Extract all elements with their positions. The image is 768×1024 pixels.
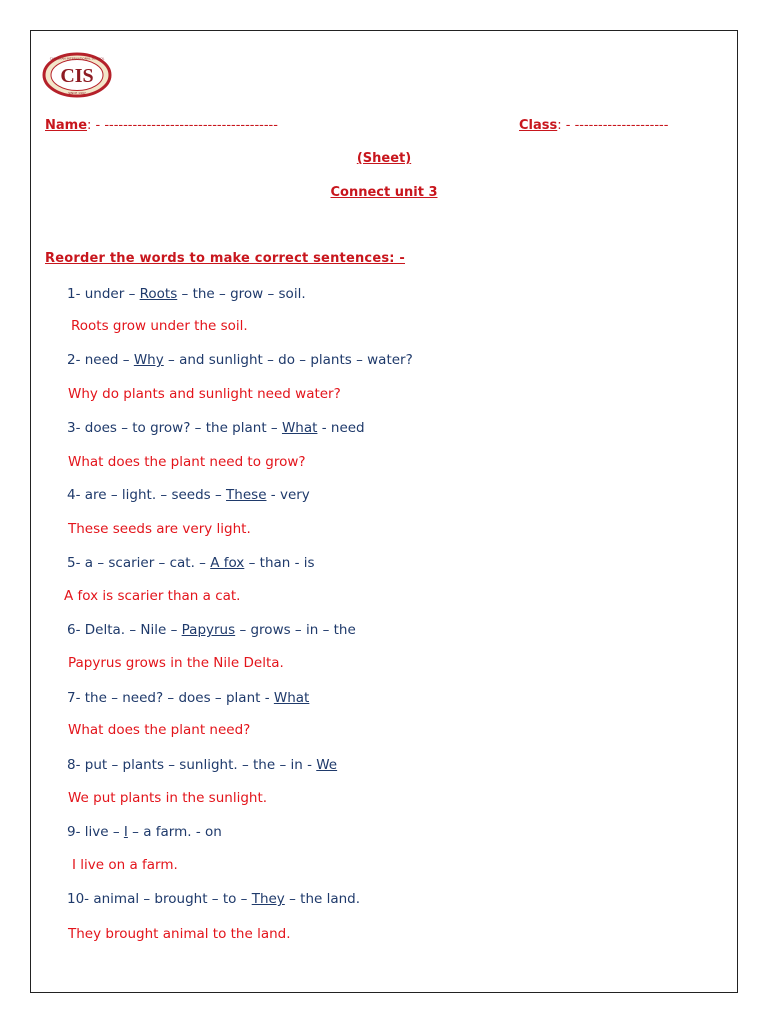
name-label: Name	[45, 118, 88, 133]
instruction-heading: Reorder the words to make correct sentences: -	[45, 251, 405, 266]
answer-8: We put plants in the sunlight.	[68, 790, 268, 806]
class-field	[519, 118, 668, 133]
question-6: 6- Delta. – Nile – Papyrus – grows – in – the	[67, 622, 356, 638]
name-field	[45, 118, 278, 133]
key-word: What	[281, 420, 318, 436]
answer-4: These seeds are very light.	[68, 521, 251, 537]
question-1: 1- under – Roots – the – grow – soil.	[67, 286, 306, 302]
key-word: A fox	[210, 555, 245, 571]
question-9: 9- live – I – a farm. - on	[67, 824, 222, 840]
logo-text: CIS	[60, 65, 94, 87]
key-word: They	[251, 891, 285, 907]
key-word: Papyrus	[181, 622, 236, 638]
unit-title: Connect unit 3	[330, 185, 438, 200]
answer-5: A fox is scarier than a cat.	[64, 588, 241, 604]
key-word: I	[123, 824, 128, 840]
question-3: 3- does – to grow? – the plant – What - need	[67, 420, 365, 436]
key-word: Why	[133, 352, 164, 368]
logo-since-text: SINCE 1997	[68, 91, 86, 95]
question-2: 2- need – Why – and sunlight – do – plants – water?	[67, 352, 413, 368]
class-label: Class	[519, 118, 558, 133]
key-word: What	[273, 690, 310, 706]
question-8: 8- put – plants – sunlight. – the – in - We	[67, 757, 338, 773]
answer-1: Roots grow under the soil.	[71, 318, 248, 334]
key-word: Roots	[139, 286, 178, 302]
class-line: : - --------------------	[557, 118, 669, 133]
answer-2: Why do plants and sunlight need water?	[68, 386, 341, 402]
logo-ring-text: CANADIAN INTERNATIONAL SCHOOL	[49, 56, 105, 61]
cis-logo	[42, 52, 112, 98]
key-word: We	[316, 757, 338, 773]
question-4: 4- are – light. – seeds – These - very	[67, 487, 310, 503]
answer-3: What does the plant need to grow?	[68, 454, 306, 470]
answer-9: I live on a farm.	[72, 857, 178, 873]
name-line: : - -------------------------------------	[87, 118, 278, 133]
question-7: 7- the – need? – does – plant - What	[67, 690, 310, 706]
answer-10: They brought animal to the land.	[68, 926, 291, 942]
answer-7: What does the plant need?	[68, 722, 251, 738]
answer-6: Papyrus grows in the Nile Delta.	[68, 655, 284, 671]
question-10: 10- animal – brought – to – They – the land.	[67, 891, 361, 907]
question-5: 5- a – scarier – cat. – A fox – than - is	[67, 555, 315, 571]
page-border	[30, 30, 738, 993]
key-word: These	[226, 487, 267, 503]
sheet-title: (Sheet)	[356, 151, 412, 166]
